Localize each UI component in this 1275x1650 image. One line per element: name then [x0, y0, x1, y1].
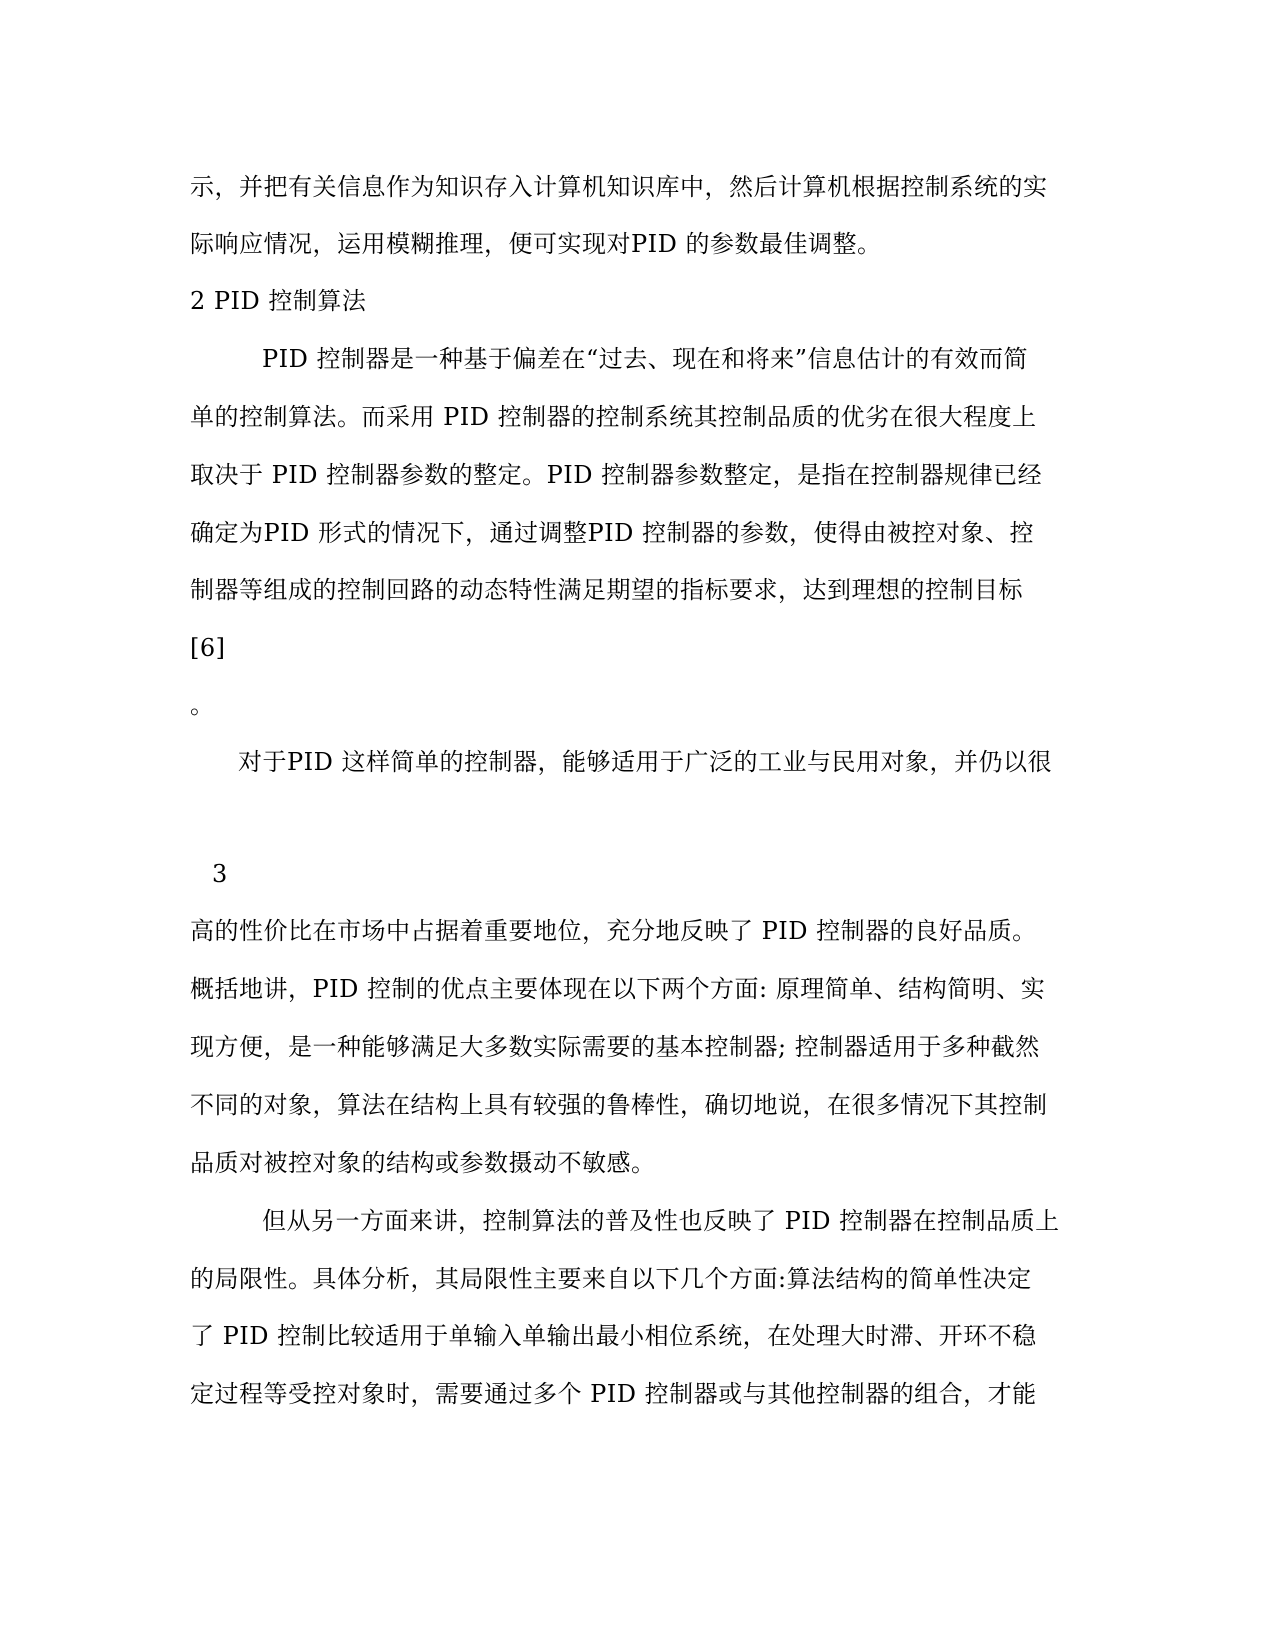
section-heading: 2 PID 控制算法 — [190, 287, 367, 315]
paragraph-line: 高的性价比在市场中占据着重要地位，充分地反映了 PID 控制器的良好品质。 — [190, 917, 1037, 945]
paragraph-line: 定过程等受控对象时，需要通过多个 PID 控制器或与其他控制器的组合，才能 — [190, 1380, 1037, 1408]
paragraph-line: 的局限性。具体分析，其局限性主要来自以下几个方面:算法结构的简单性决定 — [190, 1265, 1032, 1293]
paragraph-line: 但从另一方面来讲，控制算法的普及性也反映了 PID 控制器在控制品质上 — [262, 1207, 1060, 1235]
citation-ref: [6] — [190, 634, 226, 662]
paragraph-line: 制器等组成的控制回路的动态特性满足期望的指标要求，达到理想的控制目标 — [190, 576, 1023, 604]
paragraph-line: 。 — [190, 691, 215, 719]
paragraph-line: 不同的对象，算法在结构上具有较强的鲁棒性，确切地说，在很多情况下其控制 — [190, 1091, 1048, 1119]
paragraph-line: 对于PID 这样简单的控制器，能够适用于广泛的工业与民用对象，并仍以很 — [238, 748, 1052, 776]
paragraph-line: 取决于 PID 控制器参数的整定。PID 控制器参数整定，是指在控制器规律已经 — [190, 461, 1043, 489]
paragraph-line: 品质对被控对象的结构或参数摄动不敏感。 — [190, 1149, 656, 1177]
paragraph-line: 概括地讲，PID 控制的优点主要体现在以下两个方面: 原理简单、结构简明、实 — [190, 975, 1046, 1003]
paragraph-line: 现方便，是一种能够满足大多数实际需要的基本控制器; 控制器适用于多种截然 — [190, 1033, 1040, 1061]
paragraph-line: 示，并把有关信息作为知识存入计算机知识库中，然后计算机根据控制系统的实 — [190, 173, 1048, 201]
page-number: 3 — [212, 860, 228, 888]
paragraph-line: 际响应情况，运用模糊推理，便可实现对PID 的参数最佳调整。 — [190, 230, 882, 258]
paragraph-line: 单的控制算法。而采用 PID 控制器的控制系统其控制品质的优劣在很大程度上 — [190, 403, 1037, 431]
paragraph-line: 了 PID 控制比较适用于单输入单输出最小相位系统，在处理大时滞、开环不稳 — [190, 1322, 1037, 1350]
paragraph-line: PID 控制器是一种基于偏差在“过去、现在和将来”信息估计的有效而简 — [262, 345, 1029, 373]
paragraph-line: 确定为PID 形式的情况下，通过调整PID 控制器的参数，使得由被控对象、控 — [190, 519, 1034, 547]
